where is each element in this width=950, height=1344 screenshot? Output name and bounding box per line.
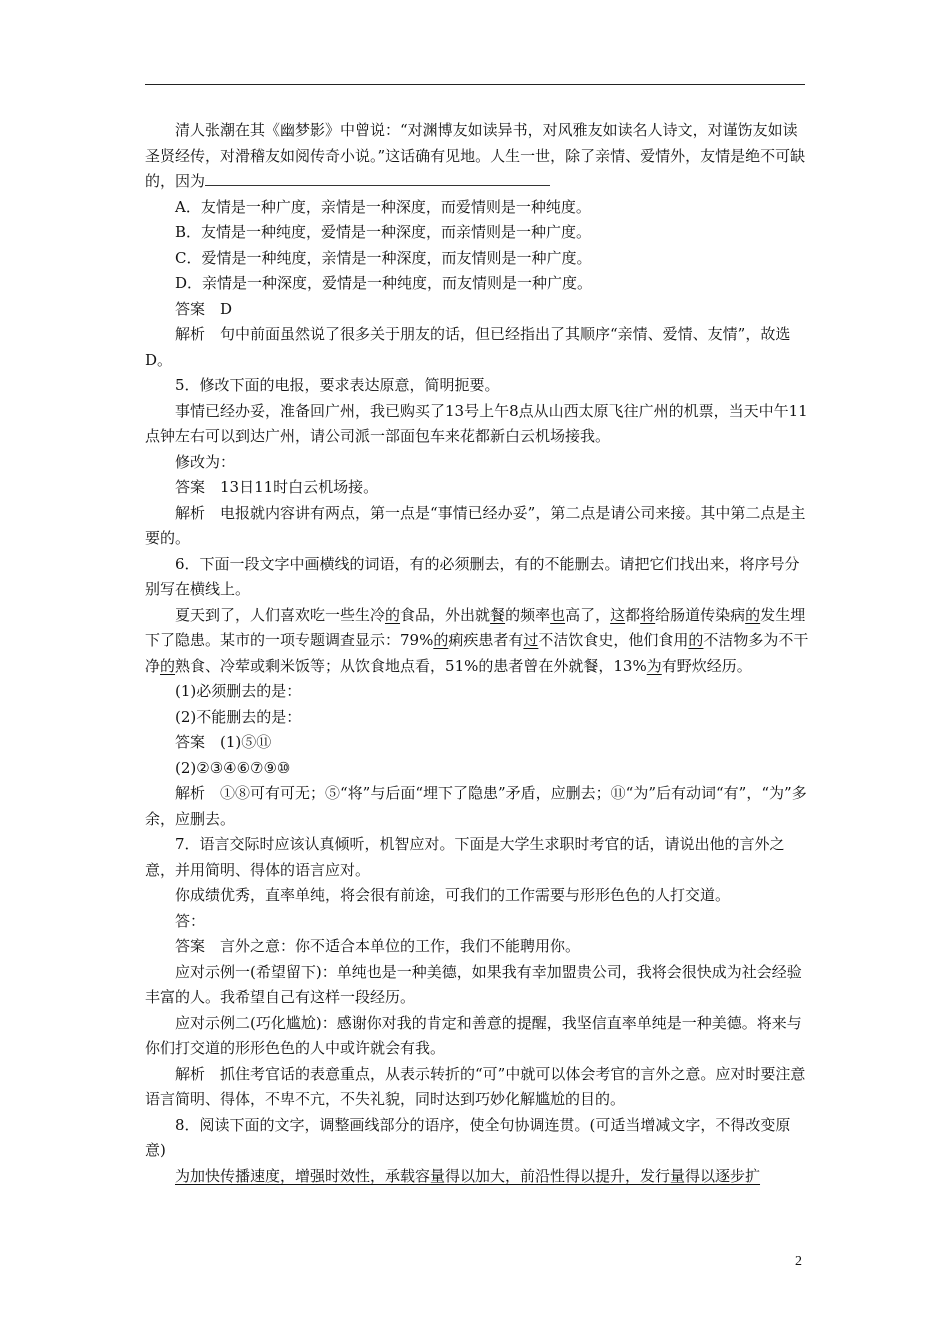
q5-answer: 答案 13日11时白云机场接。 <box>175 478 379 496</box>
q4-answer: 答案 D <box>175 299 233 318</box>
q7-analysis: 解析 抓住考官话的表意重点，从表示转折的“可”中就可以体会考官的言外之意。应对时要注意语言简明、得体，不卑不亢，不失礼貌，同时达到巧妙化解尴尬的目的。 <box>145 1064 806 1108</box>
passage-text: 发生埋下了隐患。某市的一项专题调查显示：79% <box>145 605 806 649</box>
passage-text: 不洁物多为不干净 <box>145 631 809 675</box>
passage-text: 食品，外出就 <box>400 605 491 624</box>
underlined-word: 的 <box>433 631 449 649</box>
q5-stem: 5．修改下面的电报，要求表达原意，简明扼要。 <box>175 376 500 394</box>
underlined-word: 这 <box>610 605 626 624</box>
document-body <box>145 118 810 1189</box>
q7-example1: 应对示例一(希望留下)：单纯也是一种美德，如果我有幸加盟贵公司，我将会很快成为社会经验丰富的人。我希望自己有这样一段经历。 <box>145 962 802 1006</box>
q5-analysis: 解析 电报就内容讲有两点，第一点是“事情已经办妥”，第二点是请公司来接。其中第二点是主要的。 <box>145 503 806 547</box>
q7-stem: 7．语言交际时应该认真倾听，机智应对。下面是大学生求职时考官的话，请说出他的言外之意，并用简明、得体的语言应对。 <box>145 835 785 879</box>
q6-analysis: 解析 ①⑧可有可无；⑤“将”与后面“埋下了隐患”矛盾，应删去；⑪“为”后有动词“有”，“为”多余，应删去。 <box>145 784 807 828</box>
header-rule <box>145 84 805 85</box>
q4-option-b: B．友情是一种纯度，爱情是一种深度，而亲情则是一种广度。 <box>175 223 592 241</box>
passage-text: 给肠道传染病 <box>655 605 746 624</box>
q7-example2: 应对示例二(巧化尴尬)：感谢你对我的肯定和善意的提醒，我坚信直率单纯是一种美德。将来与你们打交道的形形色色的人中或许就会有我。 <box>145 1013 802 1057</box>
q7-answer: 答案 言外之意：你不适合本单位的工作，我们不能聘用你。 <box>175 937 581 955</box>
q4-option-a: A．友情是一种广度，亲情是一种深度，而爱情则是一种纯度。 <box>175 197 591 216</box>
underlined-word: 的 <box>688 631 704 649</box>
passage-text: 高了， <box>565 605 611 624</box>
q5-revise-label: 修改为： <box>175 452 236 471</box>
q7-quote: 你成绩优秀，直率单纯，将会很有前途，可我们的工作需要与形形色色的人打交道。 <box>175 886 731 904</box>
q6-sub1: (1)必须删去的是： <box>175 682 302 700</box>
q8-underlined <box>145 1164 810 1190</box>
underlined-word: 的 <box>385 605 401 624</box>
underlined-word: 的 <box>745 605 761 624</box>
underlined-word: 为 <box>646 656 662 675</box>
q7-reply-label: 答： <box>175 911 206 930</box>
underlined-word: 餐 <box>490 605 506 624</box>
passage-text: 有野炊经历。 <box>661 656 752 675</box>
passage-text: 不洁饮食史，他们食用 <box>538 631 689 649</box>
underlined-word: 将 <box>640 605 656 624</box>
q6-sub2: (2)不能删去的是： <box>175 707 302 726</box>
q4-option-d: D．亲情是一种深度，爱情是一种纯度，而友情则是一种广度。 <box>175 274 593 292</box>
page-number: 2 <box>795 1254 802 1269</box>
q6-answer1: 答案 (1)⑤⑪ <box>175 733 272 751</box>
passage-text: 的频率 <box>505 605 551 624</box>
q4-stem: 清人张潮在其《幽梦影》中曾说：“对渊博友如读异书，对风雅友如读名人诗文，对谨饬友如读圣贤经传，对滑稽友如阅传奇小说。”这话确有见地。人生一世，除了亲情、爱情外，友情是绝不可缺的，因为 <box>145 121 806 190</box>
q8-underlined-text: 为加快传播速度，增强时效性，承载容量得以加大，前沿性得以提升，发行量得以逐步扩 <box>175 1166 761 1185</box>
underlined-word: 的 <box>160 656 176 675</box>
q6-answer2: (2)②③④⑥⑦⑨⑩ <box>175 758 291 777</box>
passage-text: 痢疾患者有 <box>448 631 524 649</box>
underlined-word: 也 <box>550 605 566 624</box>
passage-text: 熟食、冷荤或剩米饭等；从饮食地点看，51%的患者曾在外就餐，13% <box>175 656 647 675</box>
q4-option-c: C．爱情是一种纯度，亲情是一种深度，而友情则是一种广度。 <box>175 248 592 267</box>
answer-blank[interactable] <box>205 170 550 186</box>
q5-telegram: 事情已经办妥，准备回广州，我已购买了13号上午8点从山西太原飞往广州的机票，当天中午11点钟左右可以到达广州，请公司派一部面包车来花都新白云机场接我。 <box>145 401 808 445</box>
passage-text: 夏天到了，人们喜欢吃一些生冷 <box>175 605 386 624</box>
q8-stem: 8．阅读下面的文字，调整画线部分的语序，使全句协调连贯。(可适当增减文字，不得改变原意) <box>145 1115 791 1159</box>
underlined-word: 过 <box>523 631 539 649</box>
passage-text: 都 <box>625 605 641 624</box>
q4-analysis: 解析 句中前面虽然说了很多关于朋友的话，但已经指出了其顺序“亲情、爱情、友情”，故选D。 <box>145 325 791 369</box>
q6-stem: 6．下面一段文字中画横线的词语，有的必须删去，有的不能删去。请把它们找出来，将序号分别写在横线上。 <box>145 554 800 598</box>
q6-passage <box>145 603 810 680</box>
